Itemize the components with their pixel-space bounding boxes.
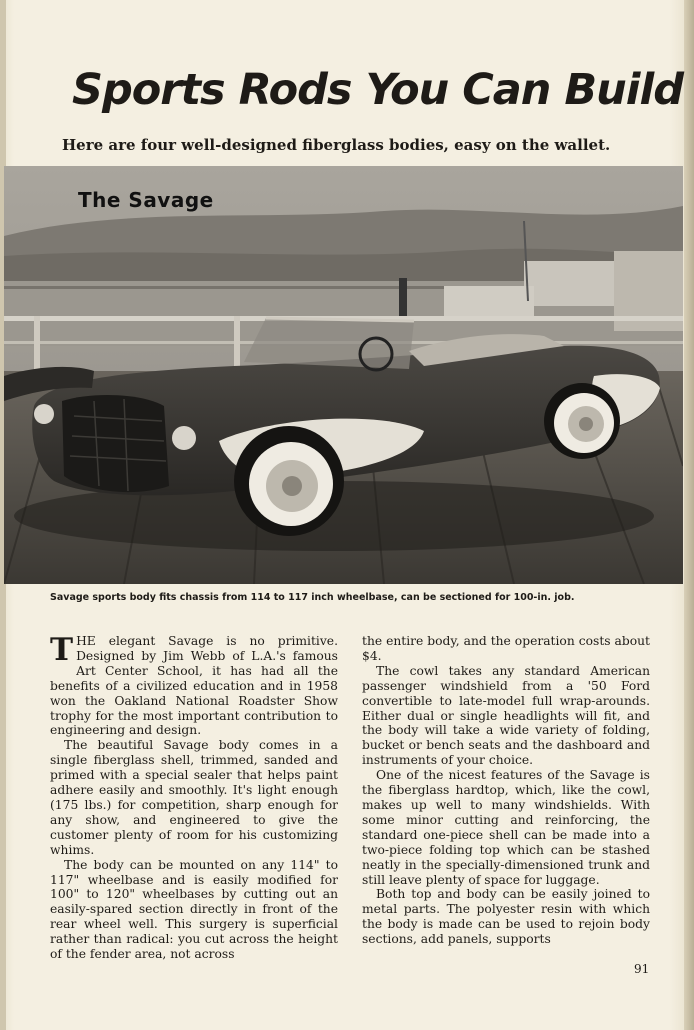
paragraph: One of the nicest features of the Savage is the fiberglass hardtop, which, like the cowl, makes up well to many windshields. With some minor cutting and reinforcing, the standard one-piece shell can be made into a two-piece folding top which can be stashed neatly in the specially-dimensioned trunk and still leave plenty of space for luggage. [362, 768, 650, 887]
article-subtitle: Here are four well-designed fiberglass bodies, easy on the wallet. [62, 136, 611, 154]
car-illustration [4, 166, 683, 584]
paragraph: The beautiful Savage body comes in a single fiberglass shell, trimmed, sanded and primed with a special sealer that helps paint adhere easily and smoothly. It's light enough (175 lbs.) for competition, sharp enough for any show, and engineered to give the customer plenty of room for his customizing whims. [50, 738, 338, 857]
paragraph: the entire body, and the operation costs about $4. [362, 634, 650, 663]
drop-cap: T [50, 634, 74, 668]
paragraph: Both top and body can be easily joined to metal parts. The polyester resin with which the body is made can be used to rejoin body sections, add panels, supports [362, 887, 650, 947]
paragraph: The cowl takes any standard American passenger windshield from a '50 Ford convertible to late-model full wrap-arounds. Either dual or single headlights will fit, and the body will take a wide variety of folding, bucket or bench seats and the dashboard and instruments of your choice. [362, 663, 650, 768]
photo-caption: Savage sports body fits chassis from 114 to 117 inch wheelbase, can be sectioned for 100-in. job. [50, 592, 575, 603]
paragraph-intro [50, 634, 338, 738]
article-title: Sports Rods You Can Build [72, 65, 683, 115]
paragraph: The body can be mounted on any 114" to 117" wheelbase and is easily modified for 100" to 120" wheelbases by cutting out an easily-spared section directly in front of the rear wheel well. This surgery is superficial rather than radical: you cut across the height of the fender area, not across [50, 857, 338, 962]
page-right-edge [684, 0, 694, 1030]
photo-label: The Savage [78, 188, 214, 212]
paragraph-intro-text: HE elegant Savage is no primitive. Designed by Jim Webb of L.A.'s famous Art Center School, it has had all the benefits of a civilized education and in 1958 won the Oakland National Roadster Show trophy for the most important contribution to engineering and design. [50, 634, 338, 738]
body-column-left [50, 634, 338, 969]
body-column-right [362, 634, 650, 969]
page-number: 91 [634, 962, 650, 976]
savage-car-photo [4, 166, 683, 584]
